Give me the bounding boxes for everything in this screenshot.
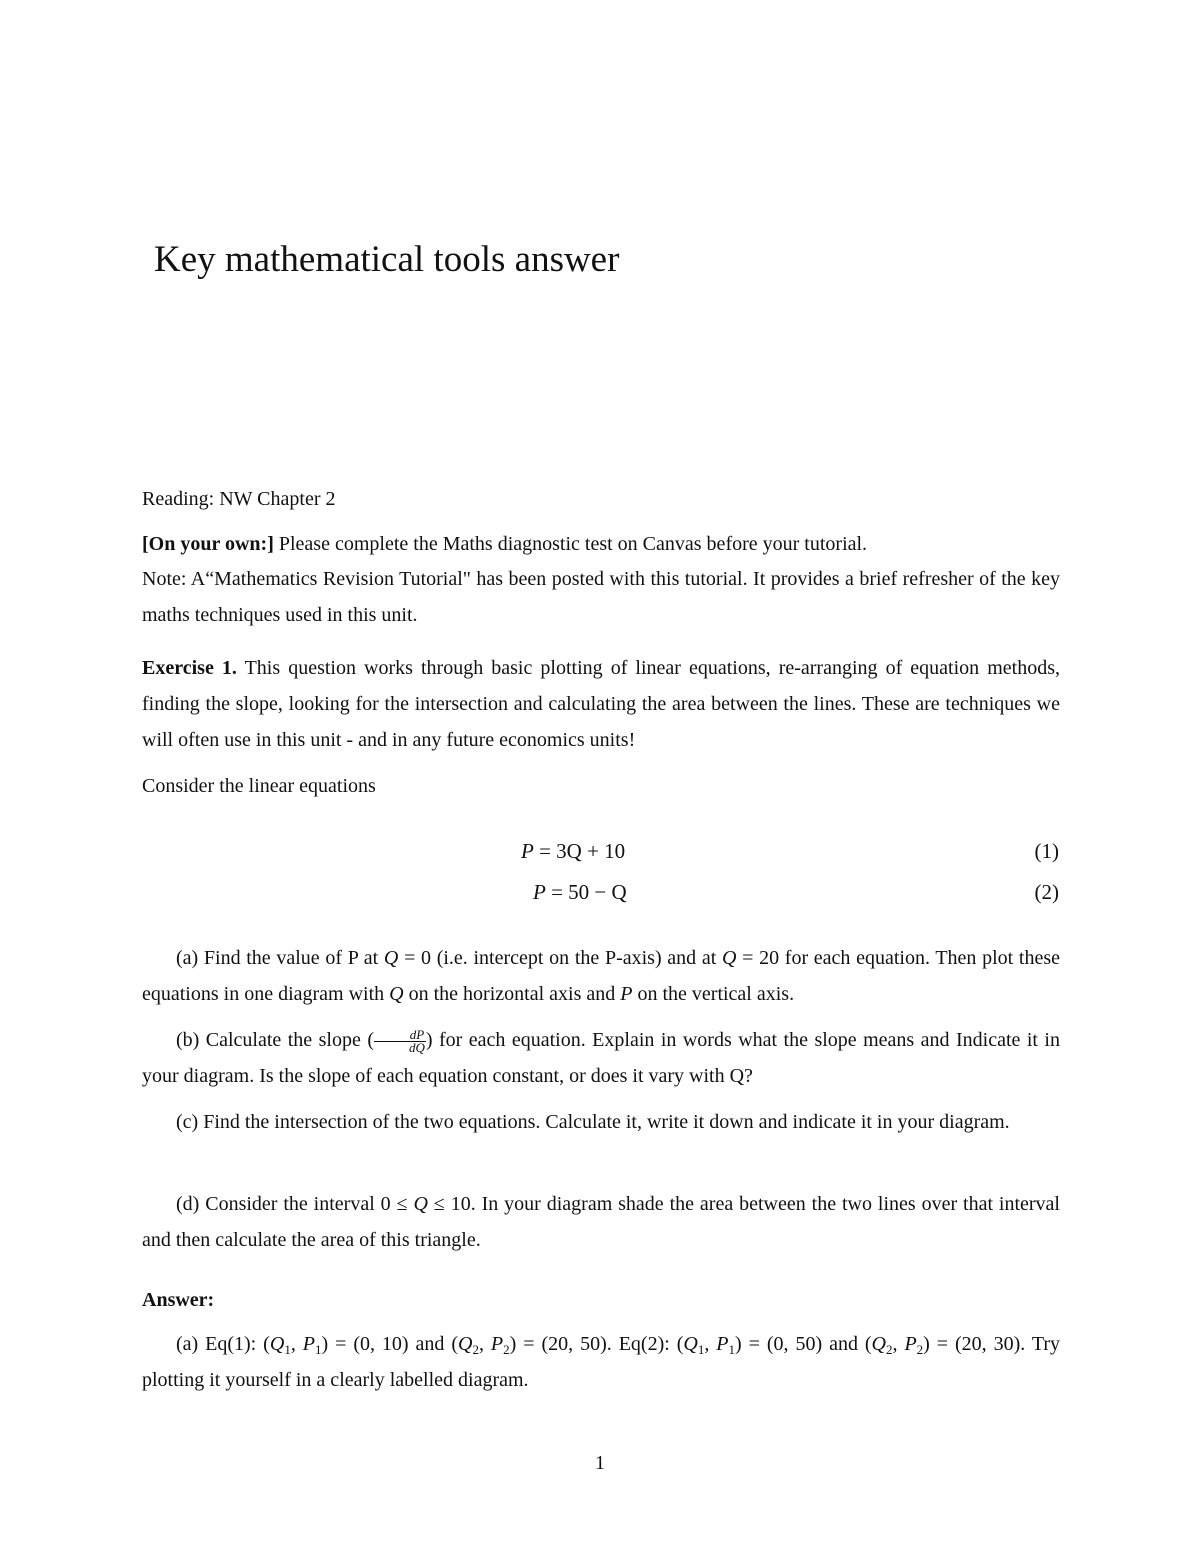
answer-var: Q	[871, 1333, 886, 1355]
equation-2-lhs: P	[533, 880, 546, 904]
answer-var: P	[490, 1333, 504, 1355]
equation-1-lhs: P	[521, 839, 534, 863]
answer-sub: 1	[284, 1342, 291, 1357]
own-text: Please complete the Maths diagnostic test on Canvas before your tutorial.	[273, 533, 868, 555]
answer-var: P	[302, 1333, 315, 1355]
part-d-paragraph	[142, 1186, 1060, 1258]
answer-a-paragraph	[142, 1326, 1060, 1398]
page-number: 1	[595, 1452, 605, 1474]
answer-text-5: ) = (20, 30). Try plotting it yourself in a clearly labelled diagram.	[142, 1333, 1061, 1391]
answer-sub: 1	[728, 1342, 736, 1357]
answer-sub: 2	[916, 1342, 924, 1357]
slope-fraction	[374, 1026, 426, 1055]
part-a-text-2: = 0 (i.e. intercept on the P-axis) and at	[398, 947, 722, 969]
answer-text-3: ) = (20, 50). Eq(2): (	[509, 1333, 684, 1355]
slope-denominator: dQ	[408, 1039, 425, 1055]
part-a-var-4: P	[620, 983, 633, 1005]
answer-sub: 1	[314, 1342, 322, 1357]
answer-var: P	[904, 1333, 917, 1355]
answer-text-4: ) = (0, 50) and (	[735, 1333, 872, 1355]
answer-comma: ,	[290, 1333, 303, 1355]
equation-2	[533, 877, 627, 907]
page-title: Key mathematical tools answer	[154, 239, 620, 280]
exercise-text: This question works through basic plotting of linear equations, re-arranging of equation methods, finding the slope, looking for the intersection and calculating the area between the lines. These are techniques we will often use in this unit - and in any future economics units!	[142, 657, 1061, 751]
answer-sub: 2	[503, 1342, 510, 1357]
part-d-var: Q	[413, 1193, 428, 1215]
equation-1-number: (1)	[1034, 839, 1059, 863]
answer-text-2: ) = (0, 10) and (	[321, 1333, 459, 1355]
answer-comma: ,	[478, 1333, 491, 1355]
answer-var: Q	[458, 1333, 473, 1355]
note-paragraph: Note: A“Mathematics Revision Tutorial" has been posted with this tutorial. It provides a brief refresher of the key maths techniques used in this unit.	[142, 568, 1060, 626]
answer-sub: 2	[472, 1342, 479, 1357]
exercise-label: Exercise 1.	[142, 657, 237, 679]
part-a-var-1: Q	[383, 947, 399, 969]
part-d-text-1: (d) Consider the interval 0 ≤	[176, 1193, 414, 1215]
part-a-text-5: on the vertical axis.	[632, 983, 795, 1005]
consider-line: Consider the linear equations	[142, 775, 376, 797]
equation-2-number: (2)	[1034, 880, 1059, 904]
part-a-var-3: Q	[389, 983, 404, 1005]
part-b-paragraph	[142, 1022, 1060, 1094]
slope-numerator: dP	[374, 1029, 426, 1042]
part-c-paragraph: (c) Find the intersection of the two equations. Calculate it, write it down and indicate it in your diagram.	[176, 1111, 1010, 1133]
own-line	[142, 526, 1060, 562]
part-a-text-1: (a) Find the value of P at	[176, 947, 384, 969]
answer-var: P	[716, 1333, 729, 1355]
part-b-text-1: (b) Calculate the slope (	[176, 1029, 374, 1051]
reading-line: Reading: NW Chapter 2	[142, 488, 336, 510]
part-d-text-2: ≤ 10. In your diagram shade the area between the two lines over that interval and then calculate the area of this triangle.	[142, 1193, 1060, 1251]
answer-var: Q	[683, 1333, 698, 1355]
answer-comma: ,	[892, 1333, 905, 1355]
answer-comma: ,	[704, 1333, 717, 1355]
answer-var: Q	[269, 1333, 285, 1355]
part-a-paragraph	[142, 940, 1060, 1012]
equation-2-rhs: = 50 − Q	[545, 880, 627, 904]
equation-1	[521, 836, 625, 866]
part-a-text-3: = 20 for each equation. Then plot these equations in one diagram with	[142, 947, 1060, 1005]
own-label: [On your own:]	[142, 533, 274, 555]
exercise-paragraph	[142, 650, 1060, 758]
answer-sub: 2	[886, 1342, 893, 1357]
part-a-var-2: Q	[722, 947, 737, 969]
equation-1-rhs: = 3Q + 10	[533, 839, 626, 863]
part-b-text-2: ) for each equation. Explain in words what the slope means and Indicate it in your diagram. Is the slope of each equation constant, or does it vary with Q?	[142, 1029, 1060, 1087]
answer-sub: 1	[697, 1342, 705, 1357]
answer-a-text-1: (a) Eq(1): (	[176, 1333, 270, 1355]
answer-heading: Answer:	[142, 1289, 215, 1311]
part-a-text-4: on the horizontal axis and	[403, 983, 621, 1005]
